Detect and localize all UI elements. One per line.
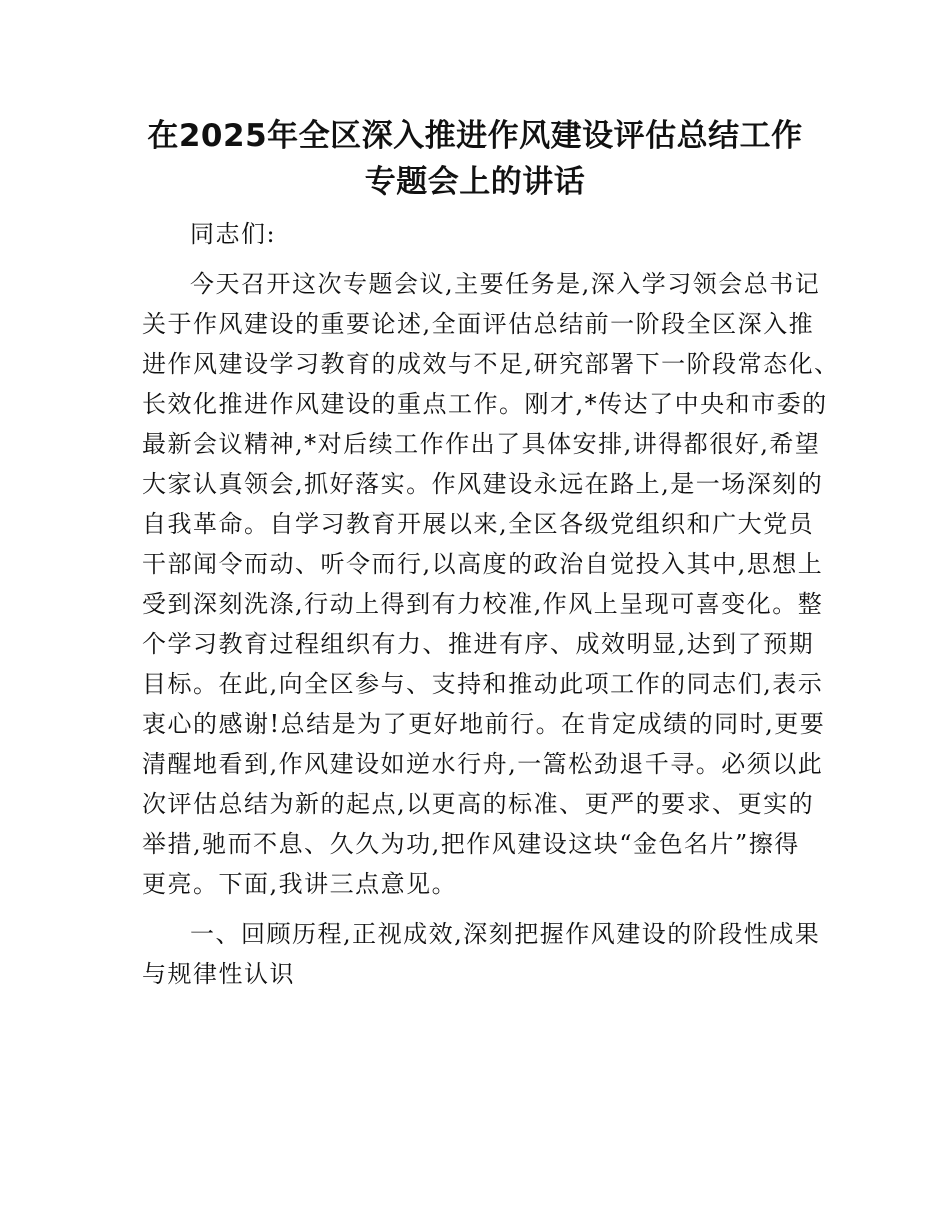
- paragraph-1-line: 干部闻令而动、听令而行,以高度的政治自觉投入其中,思想上: [142, 550, 824, 578]
- paragraph-1-line: 衷心的感谢!总结是为了更好地前行。在肯定成绩的同时,更要: [142, 710, 826, 738]
- salutation: 同志们:: [190, 220, 277, 248]
- paragraph-1-line: 次评估总结为新的起点,以更高的标准、更严的要求、更实的: [142, 790, 815, 818]
- paragraph-1-line: 关于作风建设的重要论述,全面评估总结前一阶段全区深入推: [142, 310, 815, 338]
- paragraph-1-line: 最新会议精神,*对后续工作作出了具体安排,讲得都很好,希望: [142, 430, 821, 458]
- paragraph-1-line: 今天召开这次专题会议,主要任务是,深入学习领会总书记: [190, 270, 821, 298]
- document-title-line-2: 专题会上的讲话: [364, 164, 586, 200]
- section-heading-1-line: 一、回顾历程,正视成效,深刻把握作风建设的阶段性成果: [190, 920, 821, 948]
- paragraph-1-line: 目标。在此,向全区参与、支持和推动此项工作的同志们,表示: [142, 670, 824, 698]
- paragraph-1-line: 清醒地看到,作风建设如逆水行舟,一篙松劲退千寻。必须以此: [142, 750, 824, 778]
- paragraph-1-line: 举措,驰而不息、久久为功,把作风建设这块“金色名片”擦得: [142, 830, 800, 858]
- paragraph-1-line: 进作风建设学习教育的成效与不足,研究部署下一阶段常态化、: [142, 350, 840, 378]
- paragraph-1-line: 受到深刻洗涤,行动上得到有力校准,作风上呈现可喜变化。整: [142, 590, 824, 618]
- paragraph-1-line: 长效化推进作风建设的重点工作。刚才,*传达了中央和市委的: [142, 390, 828, 418]
- paragraph-1-line: 更亮。下面,我讲三点意见。: [142, 870, 458, 898]
- paragraph-1-line: 大家认真领会,抓好落实。作风建设永远在路上,是一场深刻的: [142, 470, 824, 498]
- section-heading-1-line: 与规律性认识: [142, 960, 295, 988]
- paragraph-1-line: 个学习教育过程组织有力、推进有序、成效明显,达到了预期: [142, 630, 815, 658]
- paragraph-1-line: 自我革命。自学习教育开展以来,全区各级党组织和广大党员: [142, 510, 815, 538]
- document-title-line-1: 在2025年全区深入推进作风建设评估总结工作: [147, 118, 803, 154]
